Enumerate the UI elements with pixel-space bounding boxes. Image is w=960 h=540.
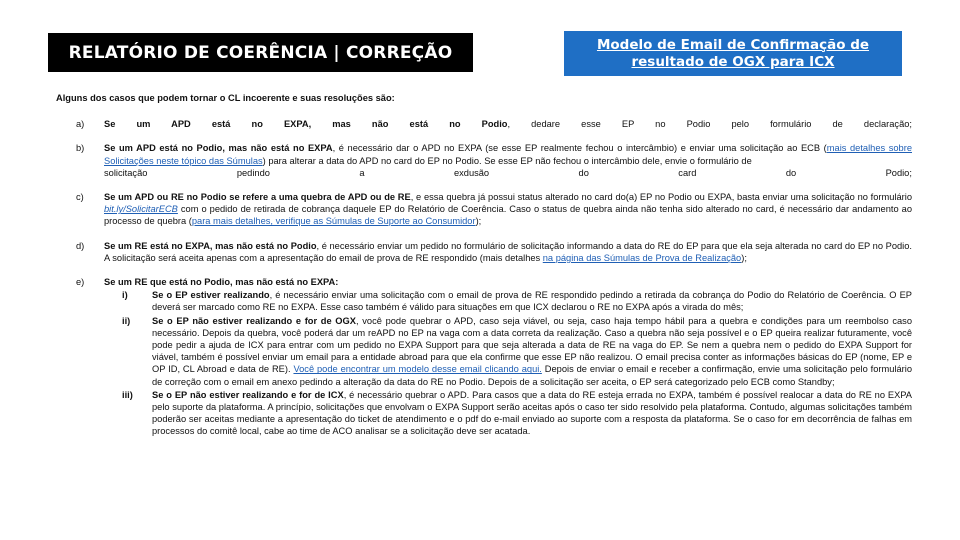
sub-marker: ii)	[122, 315, 131, 326]
item-a-text: , dedare esse EP no Podio pelo formulário de declaração;	[507, 119, 912, 130]
word: exdusão	[453, 167, 490, 178]
email-template-link-line2[interactable]: resultado de OGX para ICX	[631, 53, 835, 70]
page-title-text: RELATÓRIO DE COERÊNCIA | CORREÇÃO	[68, 42, 453, 63]
item-b-link[interactable]: mais detalhes sobre Solicitações neste tópico das Súmulas	[104, 143, 912, 166]
word: solicitação	[104, 167, 148, 178]
item-b-text1: , é necessário dar o APD no EXPA (se esse EP realmente fechou o intercâmbio) e enviar uma solicitação ao ECB (	[332, 143, 827, 154]
sub-ii-text1: , você pode quebrar o APD, caso seja viável, ou seja, caso haja tempo hábil para a quebra e condições para um reembolso caso necessário. Depois da quebra, você poderá dar um reAPD no EP na vaga com a data correta da realização. Caso a quebra não seja possível e o EP queira realizar futuramente, você pode pedir a ajuda de ICX para entrar com um pedido no EXPA Support para que seja alterada a data de RE na vaga do EP. Se nem a quebra nem o pedido do EXPA Support for viável, também é possível enviar um email para a entidade abroad para que ela confirme que esse EP não realizou. O email precisa conter as informações básicas do EP (nome, EP e OP ID, CL Abroad e data de RE).	[152, 315, 912, 375]
word: card	[678, 167, 697, 178]
item-d-link[interactable]: na página das Súmulas de Prova de Realização	[542, 252, 742, 263]
sub-marker: i)	[122, 290, 128, 301]
sub-iii-text: , é necessário quebrar o APD. Para casos que a data do RE esteja errada no EXPA, também é possível realocar a data do RE no EXPA pelo suporte da plataforma. A princípio, solicitações que envolvam o EXPA Support serão aceitas após o caso ter sido resolvido pela plataforma. Contudo, algumas solicitações também poderão ser aceitas mediante a apresentação do ticket de atendimento e o pdf do e-mail enviado ao suporte com a resposta da plataforma. Se o caso for em decorrência de falhas em processos do comitê local, cabe ao time de ACO analisar se a solicitação deve ser acatada.	[152, 389, 912, 437]
item-c-link1-text[interactable]: bit.ly/SolicitarECB	[104, 204, 178, 215]
word: do	[785, 167, 797, 178]
item-c-bold: Se um APD ou RE no Podio se refere a uma quebra de APD ou de RE	[104, 192, 411, 203]
word: pedindo	[236, 167, 270, 178]
list-marker: b)	[76, 143, 85, 154]
sub-ii-link[interactable]: Você pode encontrar um modelo desse email clicando aqui.	[293, 364, 542, 375]
item-c-link1[interactable]	[104, 204, 178, 214]
list-item-c	[56, 191, 912, 228]
item-b-last-line	[104, 167, 912, 179]
word: Podio;	[885, 167, 912, 178]
item-d-text2: );	[741, 252, 747, 263]
sub-ii-bold: Se o EP não estiver realizando e for de OGX	[152, 315, 356, 326]
item-b-bold: Se um APD está no Podio, mas não está no EXPA	[104, 143, 333, 154]
sub-ii-text2: Depois de enviar o email e receber a confirmação, envie uma solicitação pelo formulário de correção com o email em anexo pedindo a alteração da data do RE no Podio. Depois de a solicitação ser aceita, o EP será categorizado pelo ECB como Standby;	[152, 364, 913, 387]
item-c-text1: , e essa quebra já possui status alterado no card do(a) EP no Podio ou EXPA, basta enviar uma solicitação no formulário	[410, 192, 912, 203]
list-item-d	[56, 240, 912, 264]
list-marker: c)	[76, 192, 84, 203]
word: a	[359, 167, 365, 178]
sub-iii-bold: Se o EP não estiver realizando e for de ICX	[152, 389, 344, 400]
page-title	[48, 33, 473, 72]
list-item-b	[56, 142, 912, 179]
intro-text: Alguns dos casos que podem tornar o CL incoerente e suas resoluções são:	[56, 93, 395, 103]
list-marker: d)	[76, 240, 85, 251]
sub-item-iii	[104, 389, 912, 438]
list-item-e	[56, 276, 912, 438]
email-template-link-button[interactable]	[564, 31, 902, 76]
item-d-bold: Se um RE está no EXPA, mas não está no Podio	[104, 240, 317, 251]
list-item-a	[56, 118, 912, 130]
email-template-link-line1[interactable]: Modelo de Email de Confirmação de	[596, 36, 870, 53]
item-b-text2: ) para alterar a data do APD no card do EP no Podio. Se esse EP não fechou o intercâmbio dele, envie o formulário de	[262, 155, 752, 166]
item-c-text2: com o pedido de retirada de cobrança daquele EP do Relatório de Coerência. Caso o status de quebra ainda não tenha sido alterado no card, é necessário dar andamento ao processo de quebra (	[104, 204, 912, 227]
sub-i-bold: Se o EP estiver realizando	[152, 290, 270, 301]
item-c-link2[interactable]: para mais detalhes, verifique as Súmulas de Suporte ao Consumidor	[191, 216, 476, 227]
word: do	[578, 167, 589, 178]
item-e-bold: Se um RE que está no Podio, mas não está no EXPA:	[104, 277, 339, 288]
list-marker: e)	[76, 277, 85, 288]
item-d-text1: , é necessário enviar um pedido no formulário de solicitação informando a data do RE do EP para que ela seja alterada no card do EP no Podio. A solicitação será aceita apenas com a apresentação do email de prova de RE respondido (mais detalhes	[104, 240, 912, 263]
sub-item-ii	[104, 315, 912, 388]
list-marker: a)	[76, 119, 85, 130]
document-body	[56, 92, 912, 438]
sub-item-i	[104, 289, 912, 313]
sub-marker: iii)	[122, 389, 133, 400]
item-a-bold: Se um APD está no EXPA, mas não está no Podio	[104, 119, 508, 130]
sub-i-text: , é necessário enviar uma solicitação com o email de prova de RE respondido pedindo a retirada da cobrança do Podio do Relatório de Coerência. O EP deverá ser marcado como RE no EXPA. Esse caso também é válido para situações em que ICX declarou o RE no EXPA após a virada do mês;	[152, 290, 912, 313]
item-c-text3: );	[475, 216, 482, 227]
